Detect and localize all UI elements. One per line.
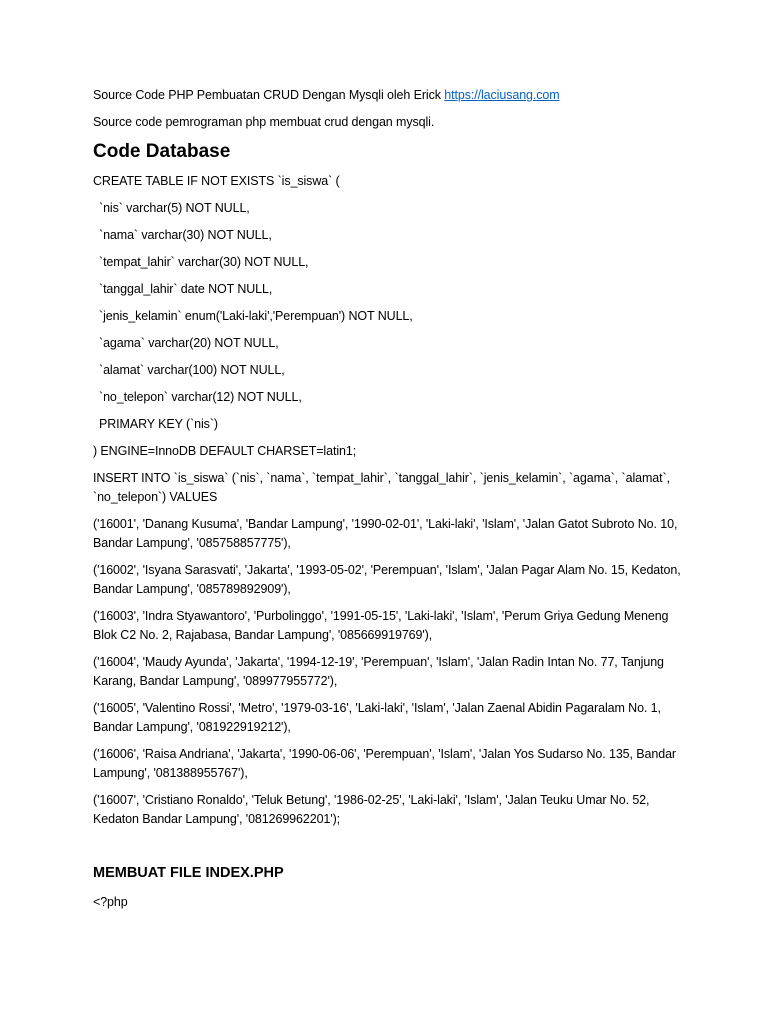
intro-line-2: Source code pemrograman php membuat crud dengan mysqli. (93, 115, 435, 129)
php-open-tag: <?php (93, 895, 128, 909)
sql-engine: ) ENGINE=InnoDB DEFAULT CHARSET=latin1; (93, 444, 357, 458)
section-title-code-database: Code Database (93, 141, 231, 162)
sql-create-statement: CREATE TABLE IF NOT EXISTS `is_siswa` ( (93, 174, 340, 188)
sql-column-tempat-lahir: `tempat_lahir` varchar(30) NOT NULL, (99, 255, 309, 269)
sql-values-row: ('16005', 'Valentino Rossi', 'Metro', '1979-03-16', 'Laki-laki', 'Islam', 'Jalan Zaenal Abidin Pagaralam No. 1, Bandar Lampung', '081922919212'), (93, 701, 661, 734)
sql-insert-statement: INSERT INTO `is_siswa` (`nis`, `nama`, `tempat_lahir`, `tanggal_lahir`, `jenis_kelamin`, `agama`, `alamat`, `no_telepon`) VALUES (93, 471, 670, 504)
sql-column-jenis-kelamin: `jenis_kelamin` enum('Laki-laki','Perempuan') NOT NULL, (99, 309, 413, 323)
sql-values-row: ('16004', 'Maudy Ayunda', 'Jakarta', '1994-12-19', 'Perempuan', 'Islam', 'Jalan Radin Intan No. 77, Tanjung Karang, Bandar Lampung', '089977955772'), (93, 655, 664, 688)
sql-column-no-telepon: `no_telepon` varchar(12) NOT NULL, (99, 390, 302, 404)
sql-column-tanggal-lahir: `tanggal_lahir` date NOT NULL, (99, 282, 273, 296)
intro-text: Source Code PHP Pembuatan CRUD Dengan Mysqli oleh Erick (93, 88, 445, 102)
document-page (93, 86, 683, 920)
sql-values-row: ('16001', 'Danang Kusuma', 'Bandar Lampung', '1990-02-01', 'Laki-laki', 'Islam', 'Jalan Gatot Subroto No. 10, Bandar Lampung', '085758857775'), (93, 517, 678, 550)
intro-line-1 (93, 86, 683, 105)
sql-column-agama: `agama` varchar(20) NOT NULL, (99, 336, 279, 350)
sql-column-nis: `nis` varchar(5) NOT NULL, (99, 201, 250, 215)
laciusang-link[interactable]: https://laciusang.com (444, 88, 560, 102)
sql-column-alamat: `alamat` varchar(100) NOT NULL, (99, 363, 285, 377)
sql-column-nama: `nama` varchar(30) NOT NULL, (99, 228, 272, 242)
sql-values-row: ('16003', 'Indra Styawantoro', 'Purbolinggo', '1991-05-15', 'Laki-laki', 'Islam', 'Perum Griya Gedung Meneng Blok C2 No. 2, Rajabasa, Bandar Lampung', '085669919769'), (93, 609, 669, 642)
sql-values-row: ('16006', 'Raisa Andriana', 'Jakarta', '1990-06-06', 'Perempuan', 'Islam', 'Jalan Yos Sudarso No. 135, Bandar Lampung', '081388955767'), (93, 747, 676, 780)
sql-primary-key: PRIMARY KEY (`nis`) (99, 417, 218, 431)
sql-values-row: ('16007', 'Cristiano Ronaldo', 'Teluk Betung', '1986-02-25', 'Laki-laki', 'Islam', 'Jalan Teuku Umar No. 52, Kedaton Bandar Lampung', '081269962201'); (93, 793, 650, 826)
sql-values-row: ('16002', 'Isyana Sarasvati', 'Jakarta', '1993-05-02', 'Perempuan', 'Islam', 'Jalan Pagar Alam No. 15, Kedaton, Bandar Lampung', '085789892909'), (93, 563, 681, 596)
section-title-membuat-file-index: MEMBUAT FILE INDEX.PHP (93, 865, 284, 881)
